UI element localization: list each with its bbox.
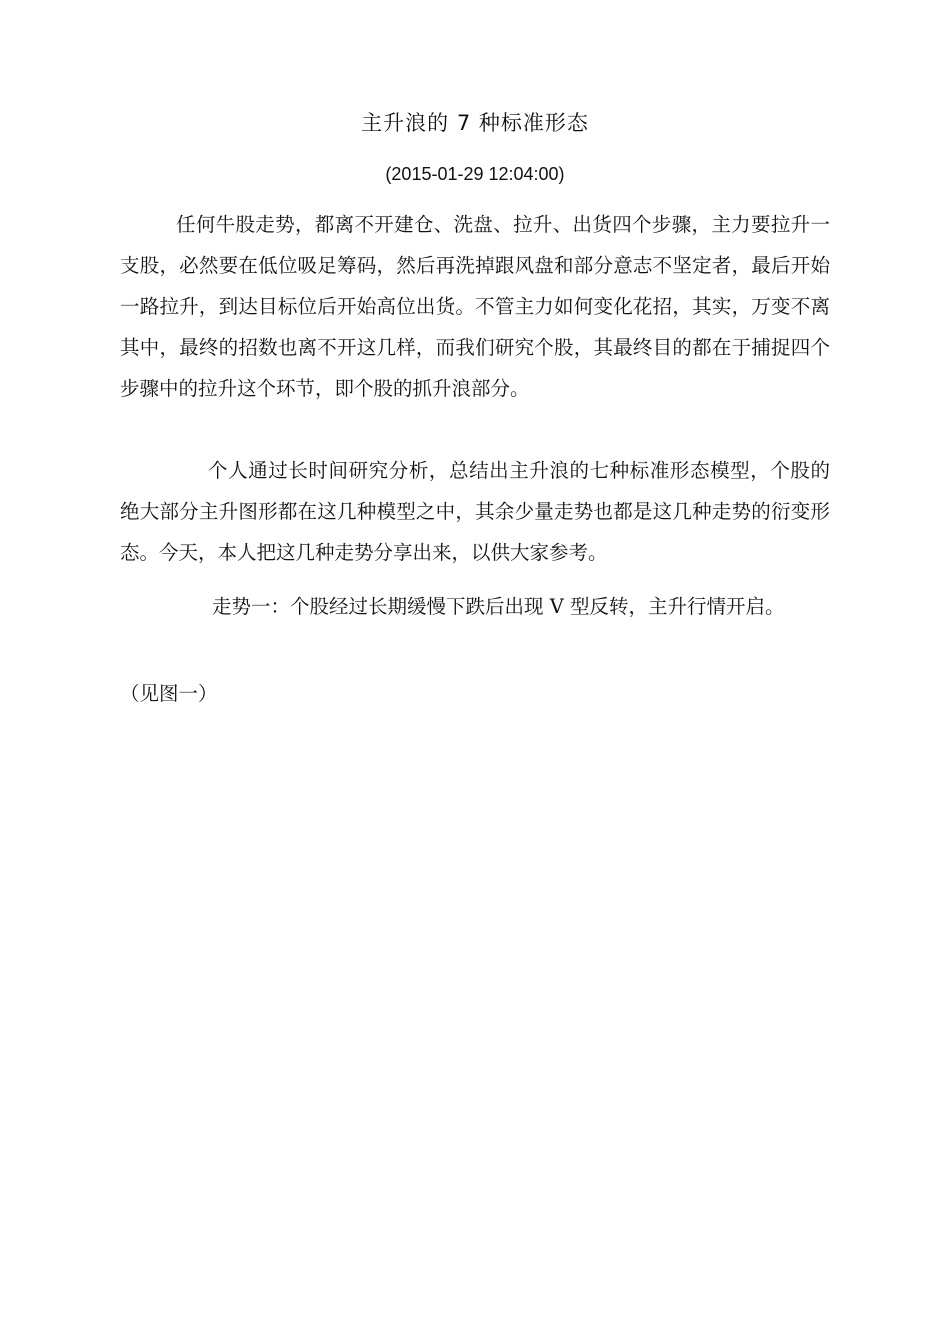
publish-date: (2015-01-29 12:04:00)	[385, 164, 565, 184]
paragraph-pattern-one: 走势一：个股经过长期缓慢下跌后出现 V 型反转，主升行情开启。	[212, 595, 785, 618]
paragraph-summary: 个人通过长时间研究分析，总结出主升浪的七种标准形态模型，个股的绝大部分主升图形都在这几种模型之中，其余少量走势也都是这几种走势的衍变形态。今天，本人把这几种走势分享出来，以供大家参考。	[120, 459, 830, 564]
paragraph-intro: 任何牛股走势，都离不开建仓、洗盘、拉升、出货四个步骤，主力要拉升一支股，必然要在低位吸足筹码，然后再洗掉跟风盘和部分意志不坚定者，最后开始一路拉升，到达目标位后开始高位出货。不管主力如何变化花招，其实，万变不离其中，最终的招数也离不开这几样，而我们研究个股，其最终目的都在于捕捉四个步骤中的拉升这个环节，即个股的抓升浪部分。	[120, 213, 830, 400]
document-title: 主升浪的 7 种标准形态	[361, 111, 589, 135]
figure-reference: （见图一）	[120, 682, 218, 705]
